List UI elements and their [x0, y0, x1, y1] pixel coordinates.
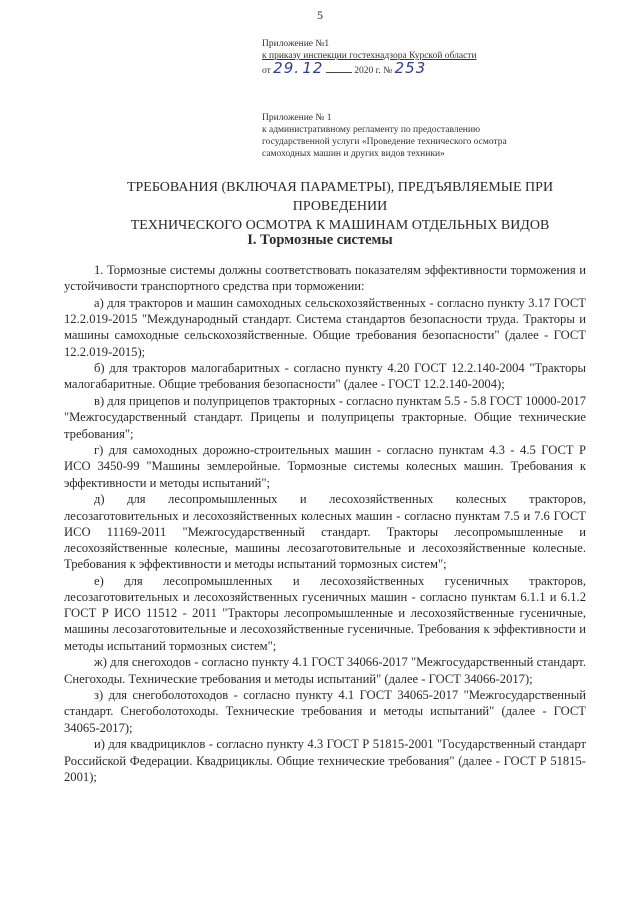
regulation-attachment-label: Приложение № 1	[262, 113, 332, 123]
attachment-label: Приложение №1	[262, 39, 330, 49]
date-prefix: от	[262, 66, 271, 76]
paragraph-item-g: г) для самоходных дорожно-строительных машин - согласно пунктам 4.3 - 4.5 ГОСТ Р ИСО 3450-99 "Машины землеройные. Тормозные системы колесных машин. Требования к эффективности и методы испытаний";	[64, 443, 586, 490]
order-year: 2020 г. №	[354, 66, 393, 76]
document-title	[90, 178, 590, 235]
regulation-reference-line-1: к административному регламенту по предоставлению	[262, 125, 481, 135]
regulation-reference-line-2: государственной услуги «Проведение технического осмотра	[262, 137, 507, 147]
paragraph-item-b: б) для тракторов малогабаритных - согласно пункту 4.20 ГОСТ 12.2.140-2004 "Тракторы малогабаритные. Общие требования безопасности" (далее - ГОСТ 12.2.140-2004);	[64, 361, 586, 392]
order-attachment-header	[262, 38, 602, 77]
handwritten-month: 12	[302, 59, 324, 77]
regulation-reference-line-3: самоходных машин и других видов техники»	[262, 149, 445, 159]
date-blank-line	[326, 63, 352, 73]
document-title-line-2: ТЕХНИЧЕСКОГО ОСМОТРА К МАШИНАМ ОТДЕЛЬНЫХ ВИДОВ	[130, 218, 550, 233]
section-heading: I. Тормозные системы	[247, 232, 393, 248]
document-body	[64, 262, 586, 785]
paragraph-intro: 1. Тормозные системы должны соответствовать показателям эффективности торможения и устойчивости транспортного средства при торможении:	[64, 263, 586, 294]
paragraph-item-v: в) для прицепов и полуприцепов тракторных - согласно пунктам 5.5 - 5.8 ГОСТ 10000-2017 "Межгосударственный стандарт. Прицепы и полуприцепы тракторные. Общие технические требования";	[64, 394, 586, 441]
paragraph-item-i: и) для квадрициклов - согласно пункту 4.3 ГОСТ Р 51815-2001 "Государственный стандарт Российской Федерации. Квадрициклы. Общие технические требования" (далее - ГОСТ Р 51815-2001);	[64, 737, 586, 784]
paragraph-item-a: а) для тракторов и машин самоходных сельскохозяйственных - согласно пункту 3.17 ГОСТ 12.2.019-2015 "Международный стандарт. Система стандартов безопасности труда. Тракторы и машины самоходные сельскохозяйственные. Общие требования безопасности" (далее - ГОСТ 12.2.019-2015);	[64, 295, 586, 359]
document-title-line-1: ТРЕБОВАНИЯ (ВКЛЮЧАЯ ПАРАМЕТРЫ), ПРЕДЪЯВЛЯЕМЫЕ ПРИ ПРОВЕДЕНИИ	[126, 180, 554, 214]
order-reference: к приказу инспекции гостехнадзора Курской области	[262, 51, 477, 61]
paragraph-item-z: з) для снегоболотоходов - согласно пункту 4.1 ГОСТ 34065-2017 "Межгосударственный стандарт. Снегоболотоходы. Технические требования и методы испытаний" (далее - ГОСТ 34065-2017);	[64, 688, 586, 735]
regulation-attachment-header	[262, 112, 562, 160]
handwritten-order-number: 253	[394, 59, 427, 77]
paragraph-item-zh: ж) для снегоходов - согласно пункту 4.1 ГОСТ 34066-2017 "Межгосударственный стандарт. Снегоходы. Технические требования и методы испытаний" (далее - ГОСТ 34066-2017);	[64, 655, 586, 686]
handwritten-day: 29.	[273, 59, 301, 77]
paragraph-item-e: е) для лесопромышленных и лесохозяйственных гусеничных тракторов, лесозаготовительных и лесохозяйственных гусеничных машин - согласно пунктам 6.1.1 и 6.1.2 ГОСТ Р ИСО 11512 - 2011 "Тракторы лесопромышленные и лесохозяйственные гусеничные, машины лесозаготовительные и лесохозяйственные гусеничные. Требования к эффективности и методы испытаний тормозных систем";	[64, 573, 586, 653]
page-number: 5	[317, 8, 323, 22]
paragraph-item-d: д) для лесопромышленных и лесохозяйственных колесных тракторов, лесозаготовительных и лесохозяйственных колесных машин - согласно пунктам 7.5 и 7.6 ГОСТ ИСО 11169-2011 "Межгосударственный стандарт. Тракторы лесопромышленные и лесохозяйственные колесные, машины лесозаготовительные и лесохозяйственные колесные. Требования к эффективности и методы испытаний тормозных систем";	[64, 492, 586, 572]
order-date-line	[262, 59, 602, 77]
